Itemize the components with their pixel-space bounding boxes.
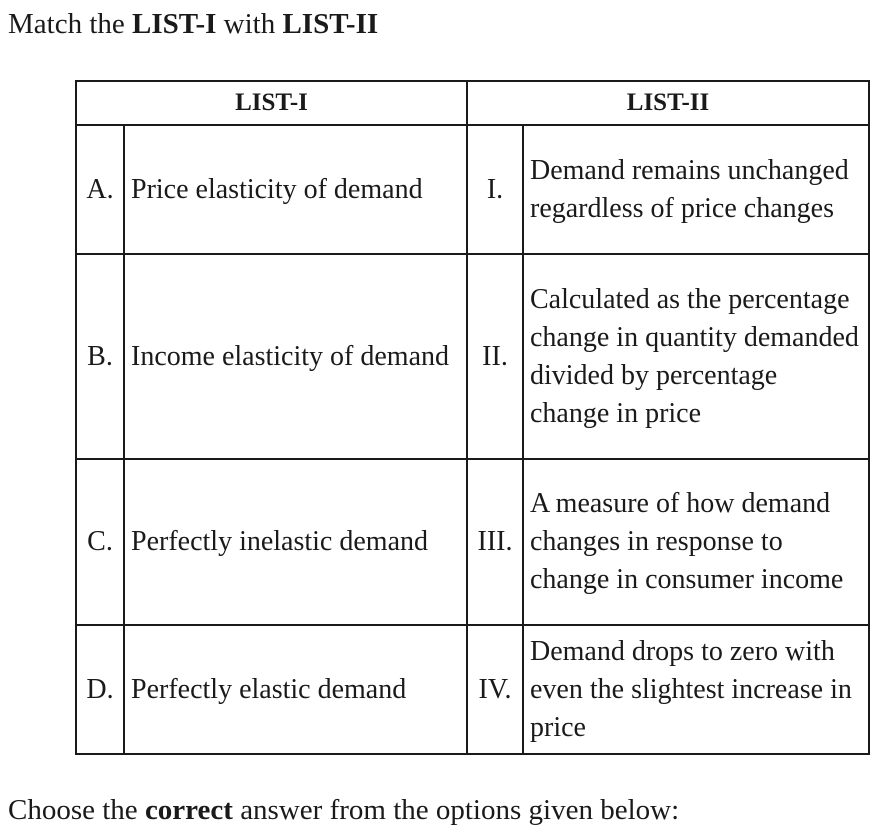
match-table	[75, 80, 870, 755]
row-right-text: A measure of how demand changes in response to change in consumer income	[523, 459, 869, 625]
table-header-row	[76, 81, 869, 125]
footer-emphasis: correct	[144, 794, 233, 826]
heading-list2: LIST-II	[282, 8, 379, 40]
row-left-text: Income elasticity of demand	[124, 254, 467, 459]
row-right-label: II.	[467, 254, 523, 459]
instruction-text	[8, 790, 679, 830]
heading-middle: with	[216, 8, 283, 40]
row-right-text: Demand drops to zero with even the slightest increase in price	[523, 625, 869, 754]
row-right-label: IV.	[467, 625, 523, 754]
table-row	[76, 625, 869, 754]
row-left-label: D.	[76, 625, 124, 754]
row-left-label: B.	[76, 254, 124, 459]
row-left-label: C.	[76, 459, 124, 625]
header-list2: LIST-II	[467, 81, 869, 125]
table-row	[76, 459, 869, 625]
footer-suffix: answer from the options given below:	[232, 794, 680, 826]
heading-prefix: Match the	[8, 8, 133, 40]
table-row	[76, 254, 869, 459]
row-right-label: I.	[467, 125, 523, 254]
row-left-label: A.	[76, 125, 124, 254]
heading-list1: LIST-I	[132, 8, 217, 40]
row-left-text: Perfectly inelastic demand	[124, 459, 467, 625]
row-right-label: III.	[467, 459, 523, 625]
header-list1: LIST-I	[76, 81, 467, 125]
row-left-text: Perfectly elastic demand	[124, 625, 467, 754]
row-right-text: Calculated as the percentage change in quantity demanded divided by percentage change in price	[523, 254, 869, 459]
row-left-text: Price elasticity of demand	[124, 125, 467, 254]
table-row	[76, 125, 869, 254]
question-heading	[8, 4, 378, 44]
row-right-text: Demand remains unchanged regardless of price changes	[523, 125, 869, 254]
footer-prefix: Choose the	[8, 794, 145, 826]
